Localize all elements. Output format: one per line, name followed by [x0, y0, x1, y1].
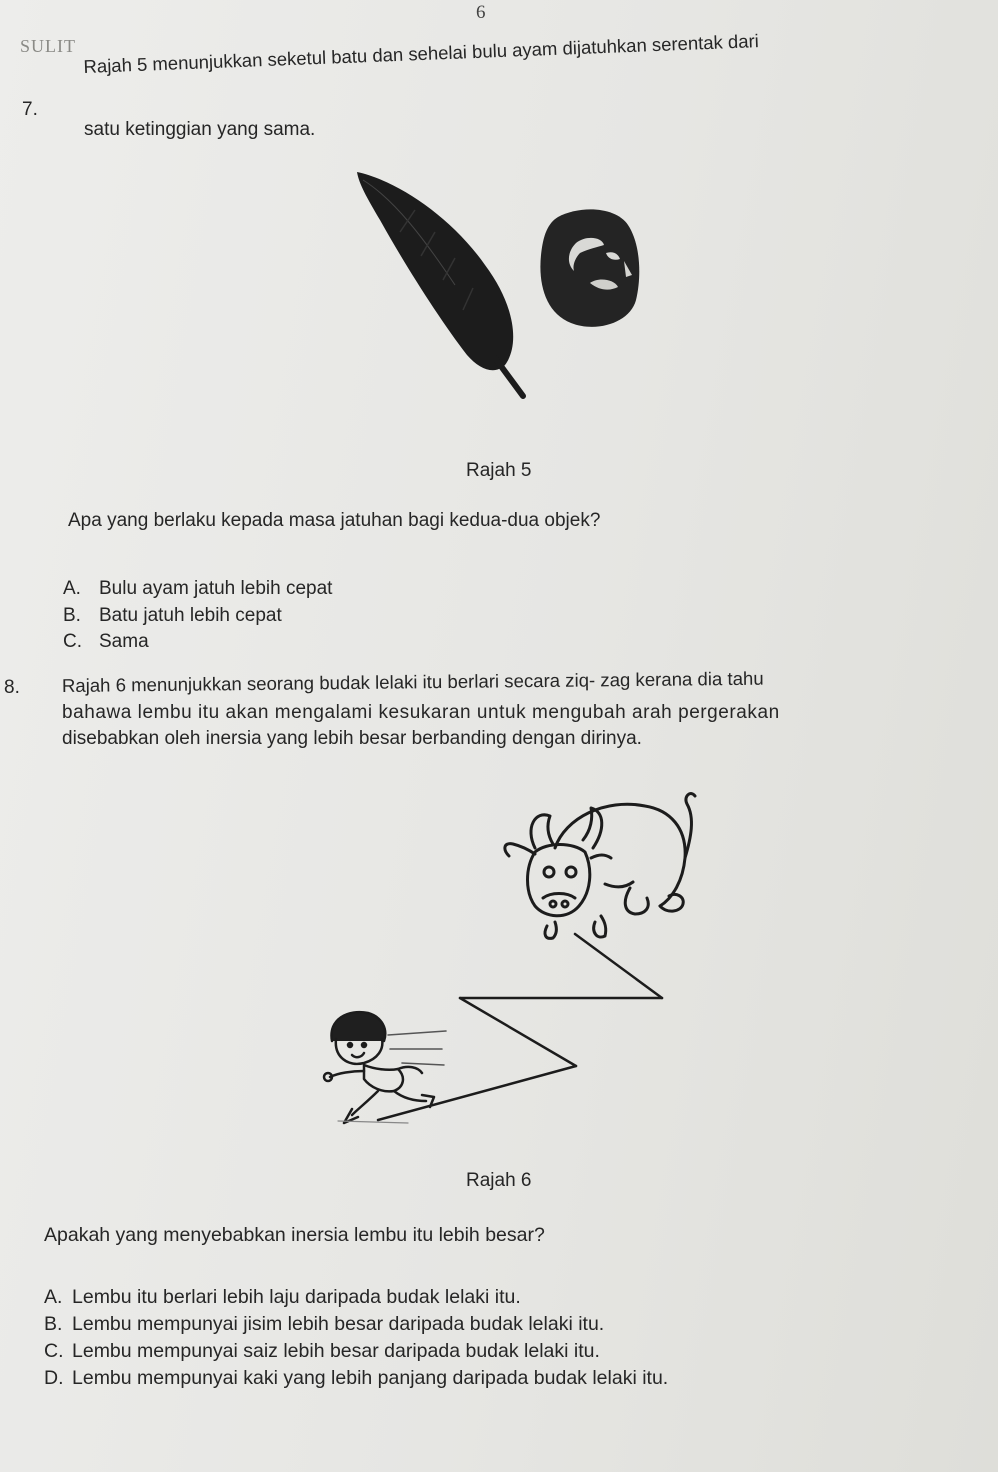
option-a-letter: A. [63, 578, 81, 599]
option-c-text[interactable]: Lembu mempunyai saiz lebih besar daripada budak lelaki itu. [72, 1340, 600, 1362]
option-c-text[interactable]: Sama [99, 631, 149, 652]
figure-6-caption: Rajah 6 [466, 1170, 532, 1191]
option-b-letter: B. [44, 1313, 63, 1335]
option-d-text[interactable]: Lembu mempunyai kaki yang lebih panjang daripada budak lelaki itu. [72, 1367, 669, 1389]
question-7-prompt: Apa yang berlaku kepada masa jatuhan bagi kedua-dua objek? [68, 510, 601, 531]
question-7-text-line1: Rajah 5 menunjukkan seketul batu dan sehelai bulu ayam dijatuhkan serentak dari [83, 30, 760, 78]
option-a-text[interactable]: Lembu itu berlari lebih laju daripada budak lelaki itu. [72, 1286, 521, 1308]
option-b-text[interactable]: Batu jatuh lebih cepat [99, 605, 282, 626]
running-boy-icon [318, 1005, 448, 1130]
option-b-letter: B. [63, 605, 81, 626]
question-8-number: 8. [4, 677, 20, 698]
question-7-text-line2: satu ketinggian yang sama. [84, 119, 316, 140]
option-b-text[interactable]: Lembu mempunyai jisim lebih besar daripada budak lelaki itu. [72, 1313, 605, 1335]
question-8-prompt: Apakah yang menyebabkan inersia lembu itu lebih besar? [44, 1224, 545, 1246]
option-c-letter: C. [63, 631, 82, 652]
figure-5-caption: Rajah 5 [466, 460, 532, 481]
question-8-text-line1: Rajah 6 menunjukkan seorang budak lelaki itu berlari secara ziq- zag kerana dia tahu [61, 667, 764, 697]
option-a-letter: A. [44, 1286, 63, 1308]
feather-icon [355, 170, 530, 400]
question-7-number: 7. [22, 99, 38, 120]
option-c-letter: C. [44, 1340, 64, 1362]
option-d-letter: D. [44, 1367, 64, 1389]
question-8-text-line3: disebabkan oleh inersia yang lebih besar berbanding dengan dirinya. [62, 728, 642, 749]
question-8-text-line2: bahawa lembu itu akan mengalami kesukaran untuk mengubah arah pergerakan [62, 702, 780, 723]
stone-icon [536, 205, 646, 335]
page-number: 6 [476, 2, 486, 23]
option-a-text[interactable]: Bulu ayam jatuh lebih cepat [99, 578, 333, 599]
classification-label: SULIT [20, 36, 76, 56]
